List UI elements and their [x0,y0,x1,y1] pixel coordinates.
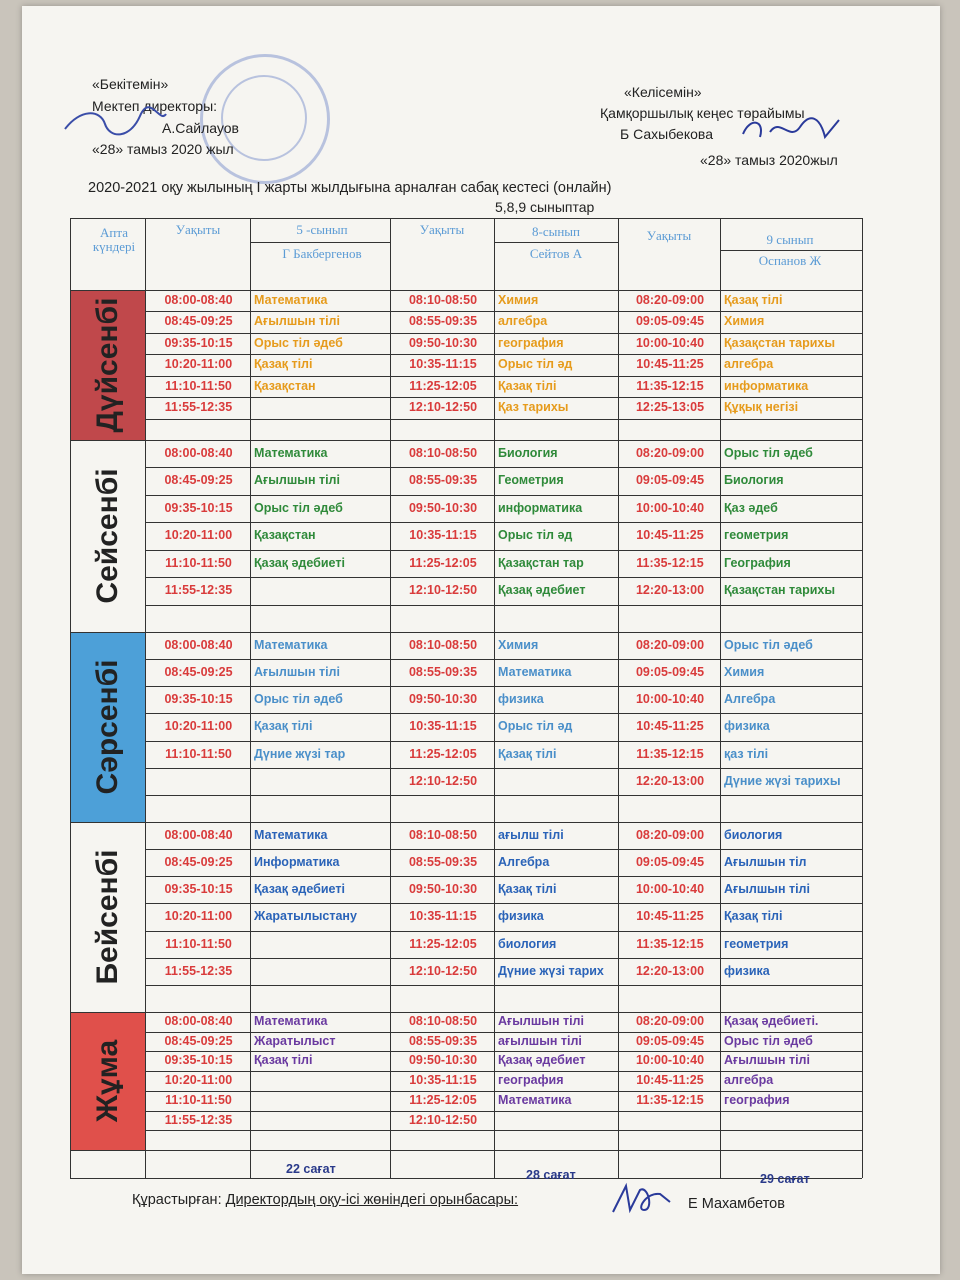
compiler-signature-icon [608,1180,678,1220]
row-line [145,659,862,660]
time-cell: 12:10-12:50 [408,583,478,598]
subject-cell: Химия [724,314,765,329]
subject-cell: Жаратылыст [254,1034,336,1049]
subject-cell: Орыс тіл әдеб [724,1034,813,1049]
time-cell: 10:20-11:00 [164,909,233,924]
time-cell: 12:20-13:00 [635,774,705,789]
col-head-days: Апта күндері [92,225,136,254]
table-border-bottom [70,1178,862,1179]
time-cell: 09:50-10:30 [408,501,478,516]
col-head-time2: Уақыты [419,222,465,237]
row-line [145,849,862,850]
time-cell: 08:45-09:25 [164,473,233,488]
time-cell: 09:50-10:30 [408,882,478,897]
time-cell: 09:50-10:30 [408,692,478,707]
time-cell: 10:20-11:00 [164,357,233,372]
subject-cell: Қазақ әдебиет [498,583,586,598]
time-cell: 08:00-08:40 [164,1014,233,1029]
doc-subtitle: 5,8,9 сыныптар [495,199,595,215]
row-line [145,713,862,714]
time-cell: 08:55-09:35 [408,473,478,488]
subject-cell: биология [724,828,783,843]
time-cell: 11:55-12:35 [164,583,233,598]
time-cell: 08:55-09:35 [408,665,478,680]
time-cell: 11:55-12:35 [164,400,233,415]
subject-cell: ағылш тілі [498,828,564,843]
header-split-line [494,242,618,243]
subject-cell: Ағылшын тілі [498,1014,584,1029]
time-cell: 10:35-11:15 [409,1073,477,1088]
time-cell: 10:35-11:15 [409,909,477,924]
row-line [145,768,862,769]
subject-cell: Математика [254,1014,328,1029]
subject-cell: алгебра [724,1073,774,1088]
header-split-line [250,242,390,243]
subject-cell: Математика [498,665,572,680]
time-cell: 10:00-10:40 [635,1053,705,1068]
day-separator-line [70,632,862,633]
row-line [145,522,862,523]
row-line [145,577,862,578]
time-cell: 08:20-09:00 [635,1014,705,1029]
time-cell: 11:25-12:05 [409,937,477,952]
subject-cell: Қазақ әдебиет [498,1053,586,1068]
column-line [145,218,146,1178]
time-cell: 08:10-08:50 [408,1014,478,1029]
time-cell: 09:05-09:45 [635,855,705,870]
doc-title: 2020-2021 оқу жылының І жарты жылдығына арналған сабақ кестесі (онлайн) [88,180,612,196]
subject-cell: Қазақ тілі [254,1053,313,1068]
time-cell: 10:35-11:15 [409,719,477,734]
subject-cell: Қазақ тілі [498,882,557,897]
total-class9: 29 сағат [760,1172,810,1186]
time-cell: 12:20-13:00 [635,583,705,598]
column-line [494,218,495,1178]
subject-cell: Қазақстан [254,528,316,543]
approval-right-name: Б Сахыбекова [620,126,713,142]
time-cell: 11:35-12:15 [636,1093,704,1108]
total-class8: 28 сағат [526,1168,576,1182]
row-line [145,495,862,496]
time-cell: 10:20-11:00 [164,1073,233,1088]
time-cell: 11:10-11:50 [165,937,232,952]
subject-cell: Қазақ тілі [498,379,557,394]
subject-cell: физика [724,964,770,979]
time-cell: 12:10-12:50 [408,400,478,415]
row-line [145,931,862,932]
time-cell: 09:05-09:45 [635,314,705,329]
subject-cell: Орыс тіл әд [498,357,573,372]
time-cell: 10:20-11:00 [164,528,233,543]
subject-cell: Химия [498,638,539,653]
total-class5: 22 сағат [286,1162,336,1176]
time-cell: 12:10-12:50 [408,774,478,789]
time-cell: 09:05-09:45 [635,665,705,680]
subject-cell: Математика [498,1093,572,1108]
time-cell: 11:25-12:05 [409,556,477,571]
time-cell: 12:25-13:05 [635,400,705,415]
row-line [145,795,862,796]
time-cell: 09:35-10:15 [164,501,233,516]
subject-cell: Қазақ тілі [498,747,557,762]
row-line [145,686,862,687]
day-separator-line [70,440,862,441]
time-cell: 11:10-11:50 [165,379,232,394]
subject-cell: Орыс тіл әд [498,528,573,543]
subject-cell: Қазақ тілі [724,909,783,924]
director-signature-icon [60,104,170,144]
row-line [145,311,862,312]
time-cell: 10:00-10:40 [635,692,705,707]
column-line [390,218,391,1178]
subject-cell: Информатика [254,855,340,870]
time-cell: 08:20-09:00 [635,446,705,461]
subject-cell: ағылшын тілі [498,1034,582,1049]
subject-cell: Дүние жүзі тарих [498,964,604,979]
subject-cell: Алгебра [724,692,776,707]
time-cell: 11:25-12:05 [409,1093,477,1108]
time-cell: 11:25-12:05 [409,747,477,762]
day-separator-line [70,822,862,823]
row-line [145,550,862,551]
time-cell: 08:00-08:40 [164,446,233,461]
subject-cell: Ағылшын тілі [254,665,340,680]
subject-cell: Құқық негізі [724,400,799,415]
col-head-teacher5: Г Бакбергенов [282,246,362,261]
time-cell: 11:10-11:50 [165,556,232,571]
subject-cell: информатика [724,379,809,394]
time-cell: 08:55-09:35 [408,314,478,329]
row-line [145,903,862,904]
time-cell: 10:35-11:15 [409,357,477,372]
time-cell: 09:35-10:15 [164,1053,233,1068]
row-line [145,1032,862,1033]
totals-top-line [70,1150,862,1151]
time-cell: 09:05-09:45 [635,473,705,488]
time-cell: 11:25-12:05 [409,379,477,394]
approval-left-role: Мектеп директоры: [92,98,218,114]
subject-cell: Жаратылыстану [254,909,357,924]
day-label: Жұма [90,1039,124,1123]
time-cell: 10:45-11:25 [636,1073,704,1088]
subject-cell: геометрия [724,528,789,543]
subject-cell: Алгебра [498,855,550,870]
col-head-class5: 5 -сынып [296,222,348,237]
time-cell: 09:50-10:30 [408,336,478,351]
time-cell: 08:10-08:50 [408,828,478,843]
col-head-time1: Уақыты [175,222,221,237]
subject-cell: Орыс тіл әдеб [254,336,343,351]
subject-cell: Математика [254,293,328,308]
footer-role: Директордың оқу-ісі жөніндегі орынбасары: [225,1192,519,1208]
row-line [145,333,862,334]
subject-cell: Қазақ әдебиеті [254,882,345,897]
time-cell: 08:45-09:25 [164,665,233,680]
subject-cell: Ағылшын тілі [724,1053,810,1068]
row-line [145,1111,862,1112]
time-cell: 08:00-08:40 [164,638,233,653]
time-cell: 11:35-12:15 [636,379,704,394]
approval-right-title: «Келісемін» [624,84,702,100]
subject-cell: Орыс тіл әд [498,719,573,734]
subject-cell: Химия [498,293,539,308]
column-line [250,218,251,1178]
time-cell: 10:35-11:15 [409,528,477,543]
row-line [145,741,862,742]
footer-compiled [132,1192,518,1208]
time-cell: 08:20-09:00 [635,638,705,653]
approval-right-role: Қамқоршылық кеңес төрайымы [600,105,805,121]
time-cell: 11:35-12:15 [636,747,704,762]
subject-cell: Ағылшын тіл [724,855,807,870]
approval-left-title: «Бекітемін» [92,76,169,92]
time-cell: 08:10-08:50 [408,293,478,308]
time-cell: 11:35-12:15 [636,556,704,571]
subject-cell: қаз тілі [724,747,769,762]
time-cell: 08:00-08:40 [164,293,233,308]
subject-cell: Ағылшын тілі [724,882,810,897]
subject-cell: география [498,336,564,351]
subject-cell: Қазақ тілі [254,357,313,372]
time-cell: 08:00-08:40 [164,828,233,843]
day-separator-line [70,290,862,291]
col-head-teacher8: Сейтов А [529,246,583,261]
subject-cell: Ағылшын тілі [254,473,340,488]
subject-cell: Қазақстан тарихы [724,336,836,351]
time-cell: 12:10-12:50 [408,964,478,979]
subject-cell: Қазақ әдебиеті. [724,1014,819,1029]
subject-cell: Қаз тарихы [498,400,569,415]
time-cell: 08:45-09:25 [164,314,233,329]
time-cell: 12:10-12:50 [408,1113,478,1128]
time-cell: 10:45-11:25 [636,528,704,543]
time-cell: 10:00-10:40 [635,501,705,516]
row-line [145,1130,862,1131]
row-line [145,1091,862,1092]
subject-cell: Орыс тіл әдеб [724,446,813,461]
time-cell: 09:35-10:15 [164,692,233,707]
subject-cell: Химия [724,665,765,680]
column-line [618,218,619,1178]
subject-cell: Қазақ тілі [254,719,313,734]
subject-cell: Орыс тіл әдеб [724,638,813,653]
subject-cell: Математика [254,828,328,843]
day-separator-line [70,1012,862,1013]
col-head-time3: Уақыты [646,228,692,243]
subject-cell: физика [498,909,544,924]
school-seal-icon [200,54,330,184]
time-cell: 08:55-09:35 [408,855,478,870]
col-head-class9: 9 сынып [766,232,814,247]
time-cell: 10:20-11:00 [164,719,233,734]
time-cell: 10:00-10:40 [635,882,705,897]
subject-cell: Қаз әдеб [724,501,778,516]
time-cell: 08:10-08:50 [408,638,478,653]
approval-left-date: «28» тамыз 2020 жыл [92,141,234,157]
subject-cell: алгебра [498,314,548,329]
subject-cell: Қазақ әдебиеті [254,556,345,571]
subject-cell: Орыс тіл әдеб [254,692,343,707]
time-cell: 08:45-09:25 [164,855,233,870]
subject-cell: информатика [498,501,583,516]
time-cell: 08:55-09:35 [408,1034,478,1049]
subject-cell: Дүние жүзі тар [254,747,346,762]
time-cell: 08:20-09:00 [635,828,705,843]
time-cell: 10:00-10:40 [635,336,705,351]
time-cell: 11:55-12:35 [164,1113,233,1128]
subject-cell: Қазақ тілі [724,293,783,308]
council-signature-icon [735,112,845,152]
row-line [145,397,862,398]
approval-left-name: А.Сайлауов [162,120,239,136]
subject-cell: физика [498,692,544,707]
subject-cell: Математика [254,638,328,653]
subject-cell: география [498,1073,564,1088]
subject-cell: География [724,556,791,571]
subject-cell: алгебра [724,357,774,372]
header-split-line [720,250,862,251]
subject-cell: география [724,1093,790,1108]
column-line [720,218,721,1178]
row-line [145,1051,862,1052]
time-cell: 10:45-11:25 [636,909,704,924]
col-head-teacher9: Оспанов Ж [758,253,822,268]
time-cell: 12:20-13:00 [635,964,705,979]
row-line [145,985,862,986]
subject-cell: Орыс тіл әдеб [254,501,343,516]
row-line [145,876,862,877]
subject-cell: Геометрия [498,473,564,488]
col-head-class8: 8-сынып [532,224,580,239]
subject-cell: Математика [254,446,328,461]
time-cell: 10:45-11:25 [636,357,704,372]
time-cell: 09:05-09:45 [635,1034,705,1049]
day-label: Бейсенбі [90,849,124,985]
subject-cell: биология [498,937,557,952]
subject-cell: Қазақстан [254,379,316,394]
time-cell: 09:35-10:15 [164,882,233,897]
row-line [145,354,862,355]
footer-name: Е Махамбетов [688,1196,785,1212]
subject-cell: Қазақстан тарихы [724,583,836,598]
subject-cell: физика [724,719,770,734]
subject-cell: Дүние жүзі тарихы [724,774,841,789]
day-label: Сейсенбі [90,468,124,604]
row-line [145,958,862,959]
row-line [145,467,862,468]
day-label: Сәрсенбі [90,659,124,795]
time-cell: 11:35-12:15 [636,937,704,952]
table-border-top [70,218,862,219]
time-cell: 09:35-10:15 [164,336,233,351]
row-line [145,376,862,377]
subject-cell: Қазақстан тар [498,556,584,571]
time-cell: 08:10-08:50 [408,446,478,461]
subject-cell: Ағылшын тілі [254,314,340,329]
time-cell: 10:45-11:25 [636,719,704,734]
subject-cell: Биология [724,473,784,488]
time-cell: 08:20-09:00 [635,293,705,308]
subject-cell: Биология [498,446,558,461]
time-cell: 11:10-11:50 [165,747,232,762]
subject-cell: геометрия [724,937,789,952]
time-cell: 08:45-09:25 [164,1034,233,1049]
time-cell: 11:10-11:50 [165,1093,232,1108]
row-line [145,419,862,420]
time-cell: 11:55-12:35 [164,964,233,979]
approval-right-date: «28» тамыз 2020жыл [700,152,838,168]
column-line [862,218,863,1178]
footer-prefix: Құрастырған: [132,1192,226,1208]
time-cell: 09:50-10:30 [408,1053,478,1068]
row-line [145,1071,862,1072]
row-line [145,605,862,606]
day-label: Дүйсенбі [90,297,124,433]
